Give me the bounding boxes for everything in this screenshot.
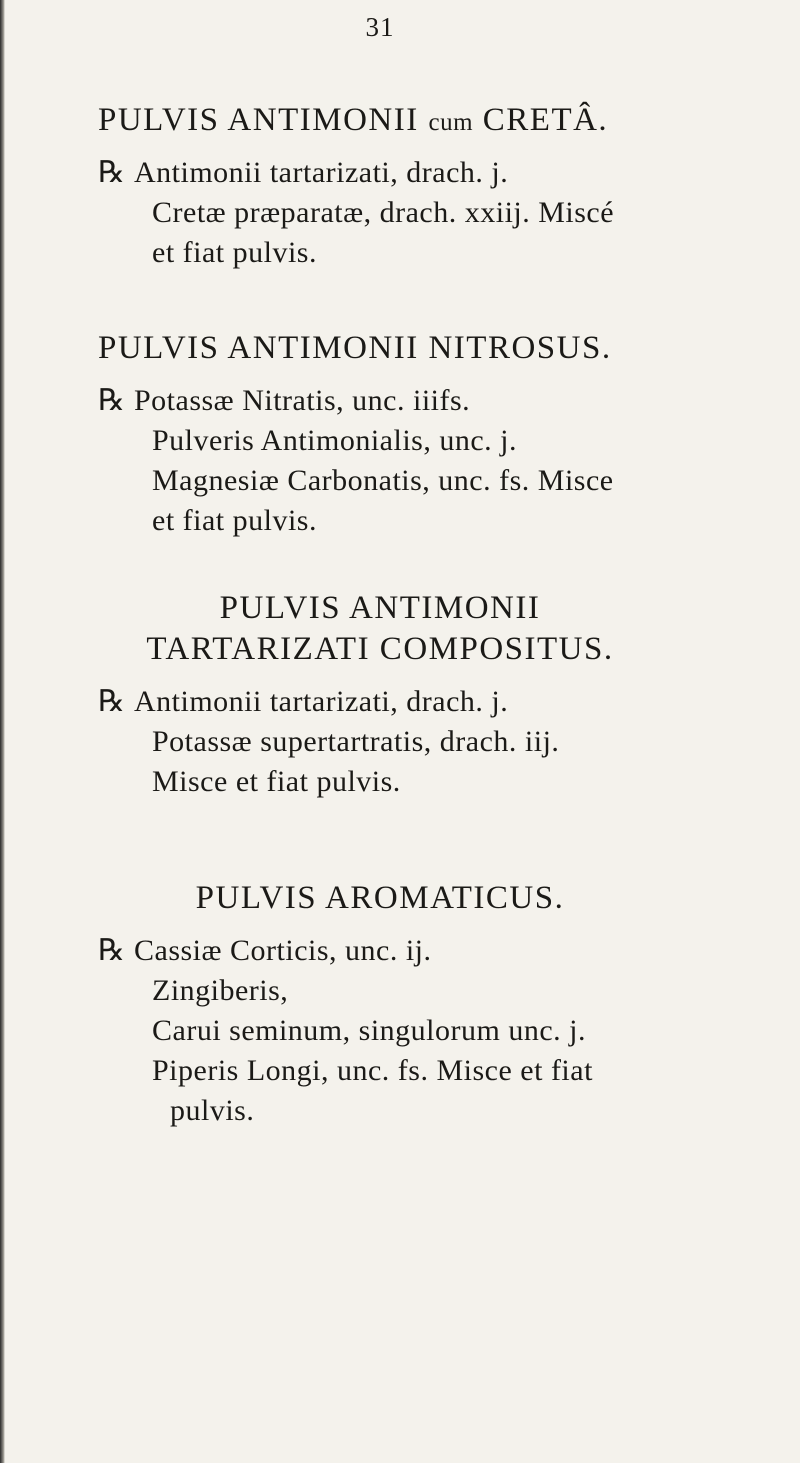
recipe-title: PULVIS ANTIMONII NITROSUS. [98, 330, 612, 366]
ingredient-line: Pulveris Antimonialis, unc. j. [152, 424, 517, 457]
recipe-title: PULVIS AROMATICUS. [195, 880, 565, 916]
ingredient-line: Piperis Longi, unc. fs. Misce et fiat [152, 1054, 593, 1087]
ingredient-line: Antimonii tartarizati, drach. j. [134, 156, 509, 189]
recipe-pulvis-antimonii-tartarizati-compositus [0, 590, 800, 802]
instruction-line: et fiat pulvis. [152, 504, 317, 537]
ingredient-line: Carui seminum, singulorum unc. j. [152, 1014, 586, 1047]
recipe-symbol: ℞ [98, 933, 125, 968]
page-number: 31 [365, 12, 395, 42]
recipe-title-line-2: TARTARIZATI COMPOSITUS. [146, 631, 614, 667]
title-connector: cum [428, 109, 474, 136]
prescription-block [0, 153, 800, 273]
recipe-pulvis-antimonii-cum-creta [0, 102, 800, 273]
instruction-line: Misce et fiat pulvis. [152, 765, 401, 798]
title-main: PULVIS ANTIMONII [98, 102, 419, 138]
ingredient-line: Magnesiæ Carbonatis, unc. fs. Misce [152, 464, 614, 497]
recipe-symbol: ℞ [98, 155, 125, 190]
recipe-symbol: ℞ [98, 383, 125, 418]
recipe-title [0, 102, 800, 139]
ingredient-line: Antimonii tartarizati, drach. j. [134, 685, 509, 718]
ingredient-line: Potassæ supertartratis, drach. iij. [152, 725, 560, 758]
recipe-title-line-1: PULVIS ANTIMONII [219, 590, 541, 626]
recipe-pulvis-aromaticus [0, 880, 800, 1131]
instruction-line: et fiat pulvis. [152, 236, 317, 269]
prescription-block [0, 381, 800, 541]
recipe-pulvis-antimonii-nitrosus [0, 330, 800, 541]
ingredient-line: Zingiberis, [152, 974, 289, 1007]
title-end: CRETÂ. [482, 102, 609, 138]
ingredient-line: Cassiæ Corticis, unc. ij. [134, 934, 432, 967]
prescription-block [0, 931, 800, 1131]
ingredient-line: Potassæ Nitratis, unc. iiifs. [134, 384, 471, 417]
recipe-symbol: ℞ [98, 684, 125, 719]
ingredient-line: Cretæ præparatæ, drach. xxiij. Miscé [152, 196, 615, 229]
prescription-block [0, 682, 800, 802]
instruction-line: pulvis. [170, 1094, 255, 1127]
